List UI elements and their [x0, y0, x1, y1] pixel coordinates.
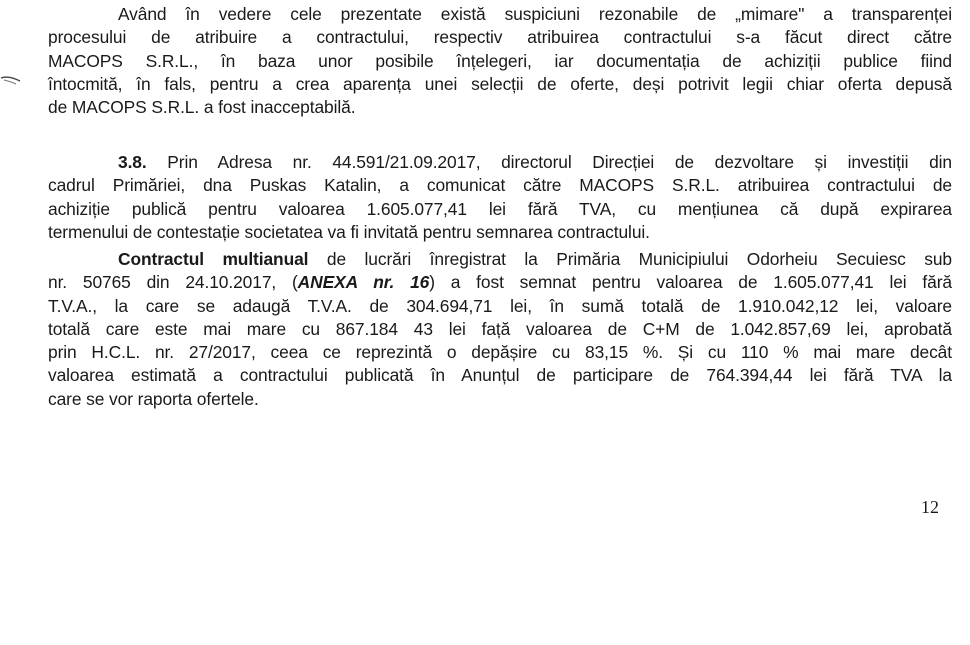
text-line	[48, 271, 952, 294]
text-line: care se vor raporta ofertele.	[48, 388, 259, 409]
text-line: MACOPS S.R.L., în baza unor posibile înțelegeri, iar documentația de achiziții publice fiind	[48, 50, 952, 71]
text-line: totală care este mai mare cu 867.184 43 lei față valoarea de C+M de 1.042.857,69 lei, aprobată	[48, 318, 952, 339]
text-line: valoarea estimată a contractului publicată în Anunțul de participare de 764.394,44 lei fără TVA la	[48, 365, 952, 386]
text-line	[48, 151, 952, 174]
paragraph-contract	[48, 248, 952, 411]
paragraph-3-8	[48, 151, 952, 244]
text-line: Având în vedere cele prezentate există suspiciuni rezonabile de „mimare" a transparenței	[118, 4, 952, 24]
paragraph-suspicions	[48, 3, 952, 119]
text-line: cadrul Primăriei, dna Puskas Katalin, a comunicat către MACOPS S.R.L. atribuirea contractului de	[48, 175, 952, 196]
annex-reference: ANEXA nr. 16	[297, 272, 430, 293]
text-span: de lucrări înregistrat la Primăria Municipiului Odorheiu Secuiesc sub	[308, 249, 952, 269]
margin-pen-mark	[0, 72, 22, 86]
text-span: ) a fost semnat pentru valoarea de 1.605.077,41 lei fără	[429, 272, 952, 293]
text-line: T.V.A., la care se adaugă T.V.A. de 304.694,71 lei, în sumă totală de 1.910.042,12 lei, valoare	[48, 295, 952, 316]
text-line: întocmită, în fals, pentru a crea aparența unei selecții de oferte, deși potrivit legii chiar oferta depusă	[48, 73, 952, 94]
text-line: termenului de contestație societatea va fi invitată pentru semnarea contractului.	[48, 221, 650, 242]
text-line: procesului de atribuire a contractului, respectiv atribuirea contractului s-a făcut direct către	[48, 27, 952, 48]
text-line: prin H.C.L. nr. 27/2017, ceea ce reprezintă o depășire cu 83,15 %. Și cu 110 % mai mare decât	[48, 342, 952, 363]
section-number: 3.8.	[118, 152, 147, 172]
text-line	[48, 248, 952, 271]
text-line: de MACOPS S.R.L. a fost inacceptabilă.	[48, 97, 356, 118]
page-number: 12	[921, 497, 939, 517]
text-span: nr. 50765 din 24.10.2017, (	[48, 272, 298, 293]
text-line: achiziție publică pentru valoarea 1.605.077,41 lei fără TVA, cu mențiunea că după expirarea	[48, 198, 952, 219]
text-span: Prin Adresa nr. 44.591/21.09.2017, directorul Direcției de dezvoltare și investiții din	[146, 152, 952, 172]
bold-lead: Contractul multianual	[118, 249, 309, 269]
